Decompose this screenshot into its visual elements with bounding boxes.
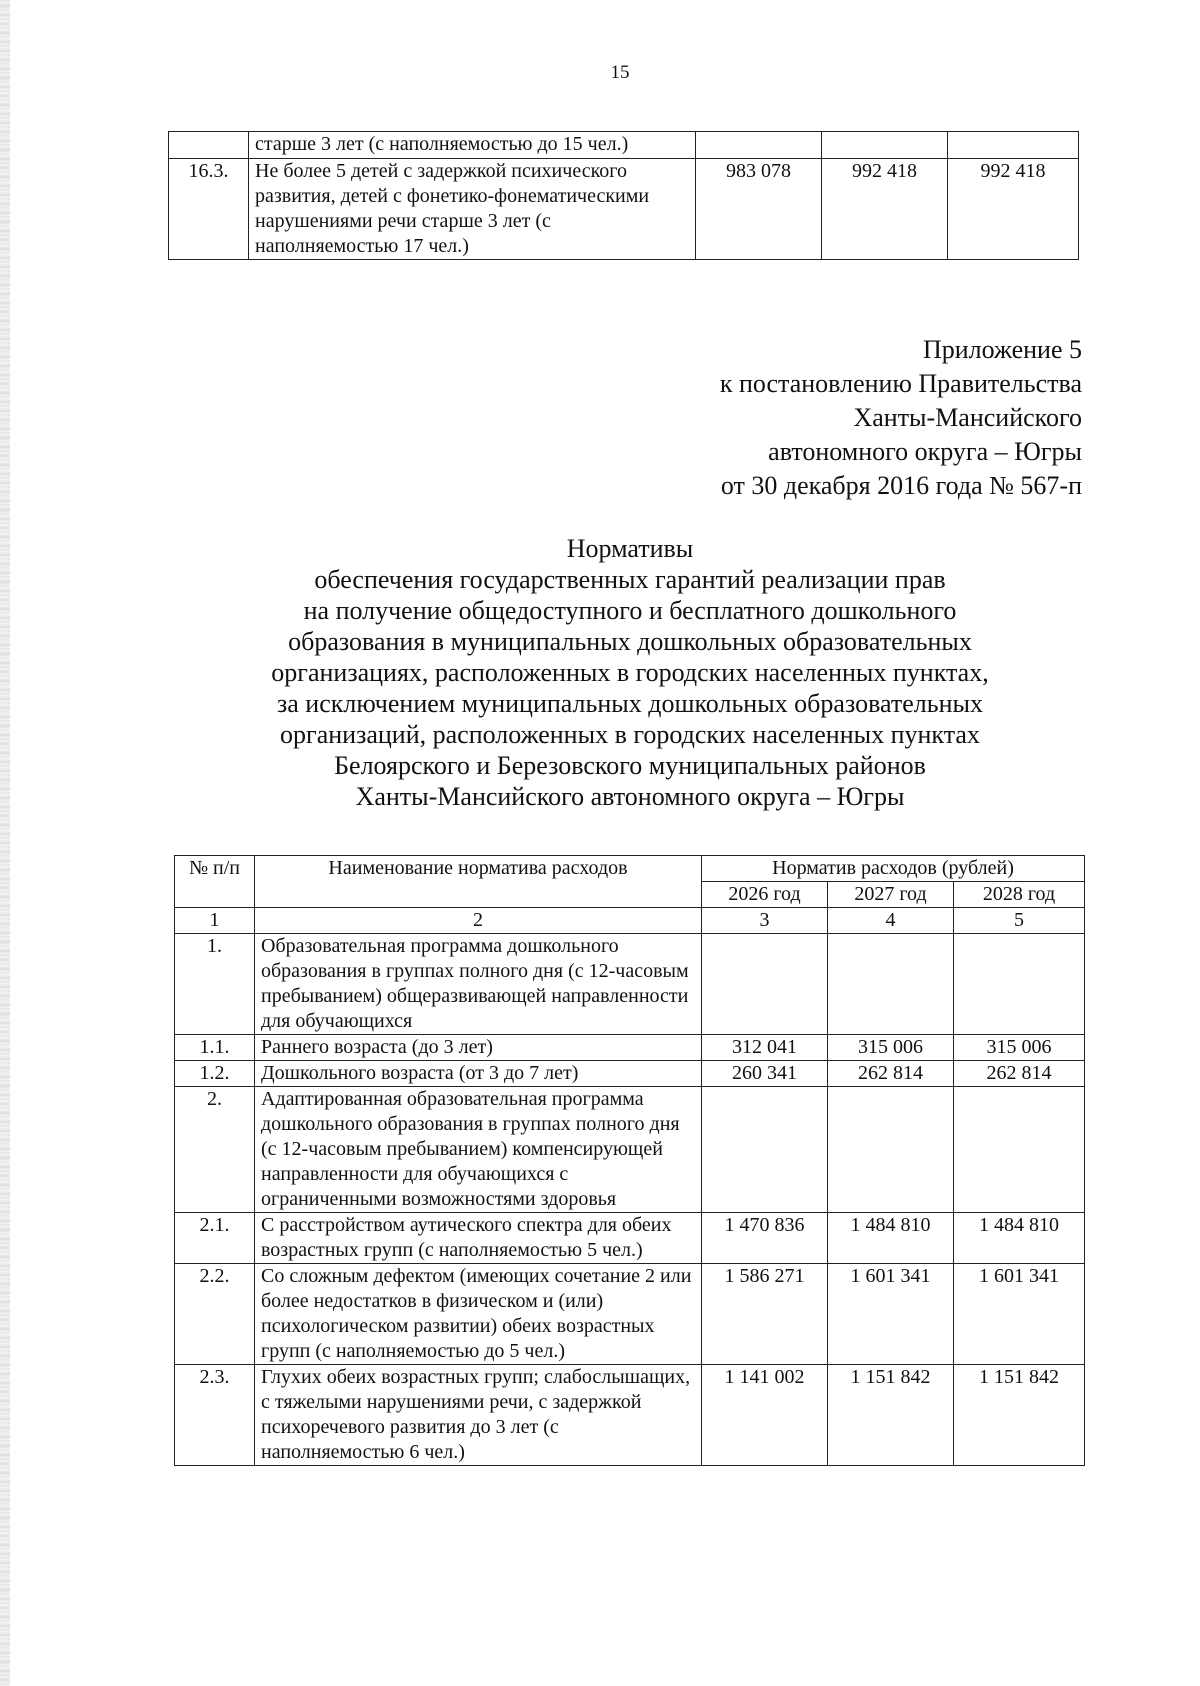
col-number: 2	[255, 908, 702, 934]
table-row	[169, 159, 1079, 260]
table-row	[175, 934, 1085, 1035]
title-line: организациях, расположенных в городских населенных пунктах,	[271, 658, 989, 687]
title-line: за исключением муниципальных дошкольных образовательных	[277, 689, 983, 718]
row-number: 1.1.	[175, 1035, 255, 1061]
header-row	[175, 856, 1085, 882]
appendix-line: Ханты-Мансийского	[853, 403, 1082, 432]
table-row	[175, 1061, 1085, 1087]
row-number: 2.2.	[175, 1264, 255, 1365]
continued-table	[168, 131, 1079, 260]
table-row	[169, 132, 1079, 159]
value-2027	[828, 1087, 954, 1213]
header-num: № п/п	[175, 856, 255, 908]
appendix-line: от 30 декабря 2016 года № 567-п	[720, 471, 1082, 500]
value-2026: 1 141 002	[702, 1365, 828, 1466]
value-2027	[822, 132, 948, 159]
value-2027: 315 006	[828, 1035, 954, 1061]
value-2028: 1 151 842	[954, 1365, 1085, 1466]
norms-table	[174, 855, 1085, 1466]
row-name: Не более 5 детей с задержкой психического развития, детей с фонетико-фонематическими нарушениями речи старше 3 лет (с наполняемостью 17 чел.)	[249, 159, 696, 260]
value-2026: 983 078	[696, 159, 822, 260]
row-name: Глухих обеих возрастных групп; слабослышащих, с тяжелыми нарушениями речи, с задержкой психоречевого развития до 3 лет (с наполняемостью 6 чел.)	[255, 1365, 702, 1466]
row-name: старше 3 лет (с наполняемостью до 15 чел.)	[249, 132, 696, 159]
header-2028: 2028 год	[954, 882, 1085, 908]
row-name: Раннего возраста (до 3 лет)	[255, 1035, 702, 1061]
row-name: Со сложным дефектом (имеющих сочетание 2 или более недостатков в физическом и (или) психологическом развитии) обеих возрастных групп (с наполняемостью до 5 чел.)	[255, 1264, 702, 1365]
value-2027: 1 484 810	[828, 1213, 954, 1264]
value-2026	[702, 934, 828, 1035]
appendix-header	[720, 333, 1082, 503]
value-2028: 262 814	[954, 1061, 1085, 1087]
appendix-line: Приложение 5	[922, 335, 1082, 364]
row-number: 2.1.	[175, 1213, 255, 1264]
value-2028	[948, 132, 1079, 159]
value-2028: 992 418	[948, 159, 1079, 260]
value-2027	[828, 934, 954, 1035]
table-row	[175, 1213, 1085, 1264]
column-numbers-row	[175, 908, 1085, 934]
appendix-line: к постановлению Правительства	[719, 369, 1082, 398]
table-row	[175, 1264, 1085, 1365]
value-2026: 260 341	[702, 1061, 828, 1087]
value-2026: 1 470 836	[702, 1213, 828, 1264]
value-2027: 262 814	[828, 1061, 954, 1087]
value-2028: 1 601 341	[954, 1264, 1085, 1365]
header-name: Наименование норматива расходов	[255, 856, 702, 908]
col-number: 4	[828, 908, 954, 934]
table-row	[175, 1035, 1085, 1061]
header-2026: 2026 год	[702, 882, 828, 908]
value-2028: 1 484 810	[954, 1213, 1085, 1264]
title-line: обеспечения государственных гарантий реализации прав	[314, 565, 946, 594]
col-number: 5	[954, 908, 1085, 934]
scan-edge	[0, 0, 10, 1686]
col-number: 3	[702, 908, 828, 934]
value-2028	[954, 934, 1085, 1035]
row-name: Образовательная программа дошкольного образования в группах полного дня (с 12-часовым пребыванием) общеразвивающей направленности для обучающихся	[255, 934, 702, 1035]
title-line: на получение общедоступного и бесплатного дошкольного	[303, 596, 957, 625]
page-number: 15	[610, 62, 630, 83]
row-number: 1.2.	[175, 1061, 255, 1087]
row-number: 1.	[175, 934, 255, 1035]
title-line: Нормативы	[566, 534, 694, 563]
document-title	[160, 533, 1100, 812]
value-2027: 992 418	[822, 159, 948, 260]
col-number: 1	[175, 908, 255, 934]
value-2028: 315 006	[954, 1035, 1085, 1061]
value-2028	[954, 1087, 1085, 1213]
header-group: Норматив расходов (рублей)	[702, 856, 1085, 882]
appendix-line: автономного округа – Югры	[768, 437, 1082, 466]
table-row	[175, 1087, 1085, 1213]
row-number: 2.3.	[175, 1365, 255, 1466]
row-number	[169, 132, 249, 159]
header-2027: 2027 год	[828, 882, 954, 908]
title-line: организаций, расположенных в городских населенных пунктах	[280, 720, 980, 749]
row-number: 2.	[175, 1087, 255, 1213]
title-line: образования в муниципальных дошкольных образовательных	[288, 627, 972, 656]
value-2026	[696, 132, 822, 159]
title-line: Белоярского и Березовского муниципальных районов	[334, 751, 926, 780]
value-2026	[702, 1087, 828, 1213]
value-2026: 312 041	[702, 1035, 828, 1061]
value-2027: 1 601 341	[828, 1264, 954, 1365]
row-name: Дошкольного возраста (от 3 до 7 лет)	[255, 1061, 702, 1087]
row-number: 16.3.	[169, 159, 249, 260]
value-2026: 1 586 271	[702, 1264, 828, 1365]
table-row	[175, 1365, 1085, 1466]
row-name: Адаптированная образовательная программа дошкольного образования в группах полного дня (с 12-часовым пребыванием) компенсирующей направленности для обучающихся с ограниченными возможностями здоровья	[255, 1087, 702, 1213]
value-2027: 1 151 842	[828, 1365, 954, 1466]
row-name: С расстройством аутического спектра для обеих возрастных групп (с наполняемостью 5 чел.)	[255, 1213, 702, 1264]
title-line: Ханты-Мансийского автономного округа – Югры	[355, 782, 905, 811]
